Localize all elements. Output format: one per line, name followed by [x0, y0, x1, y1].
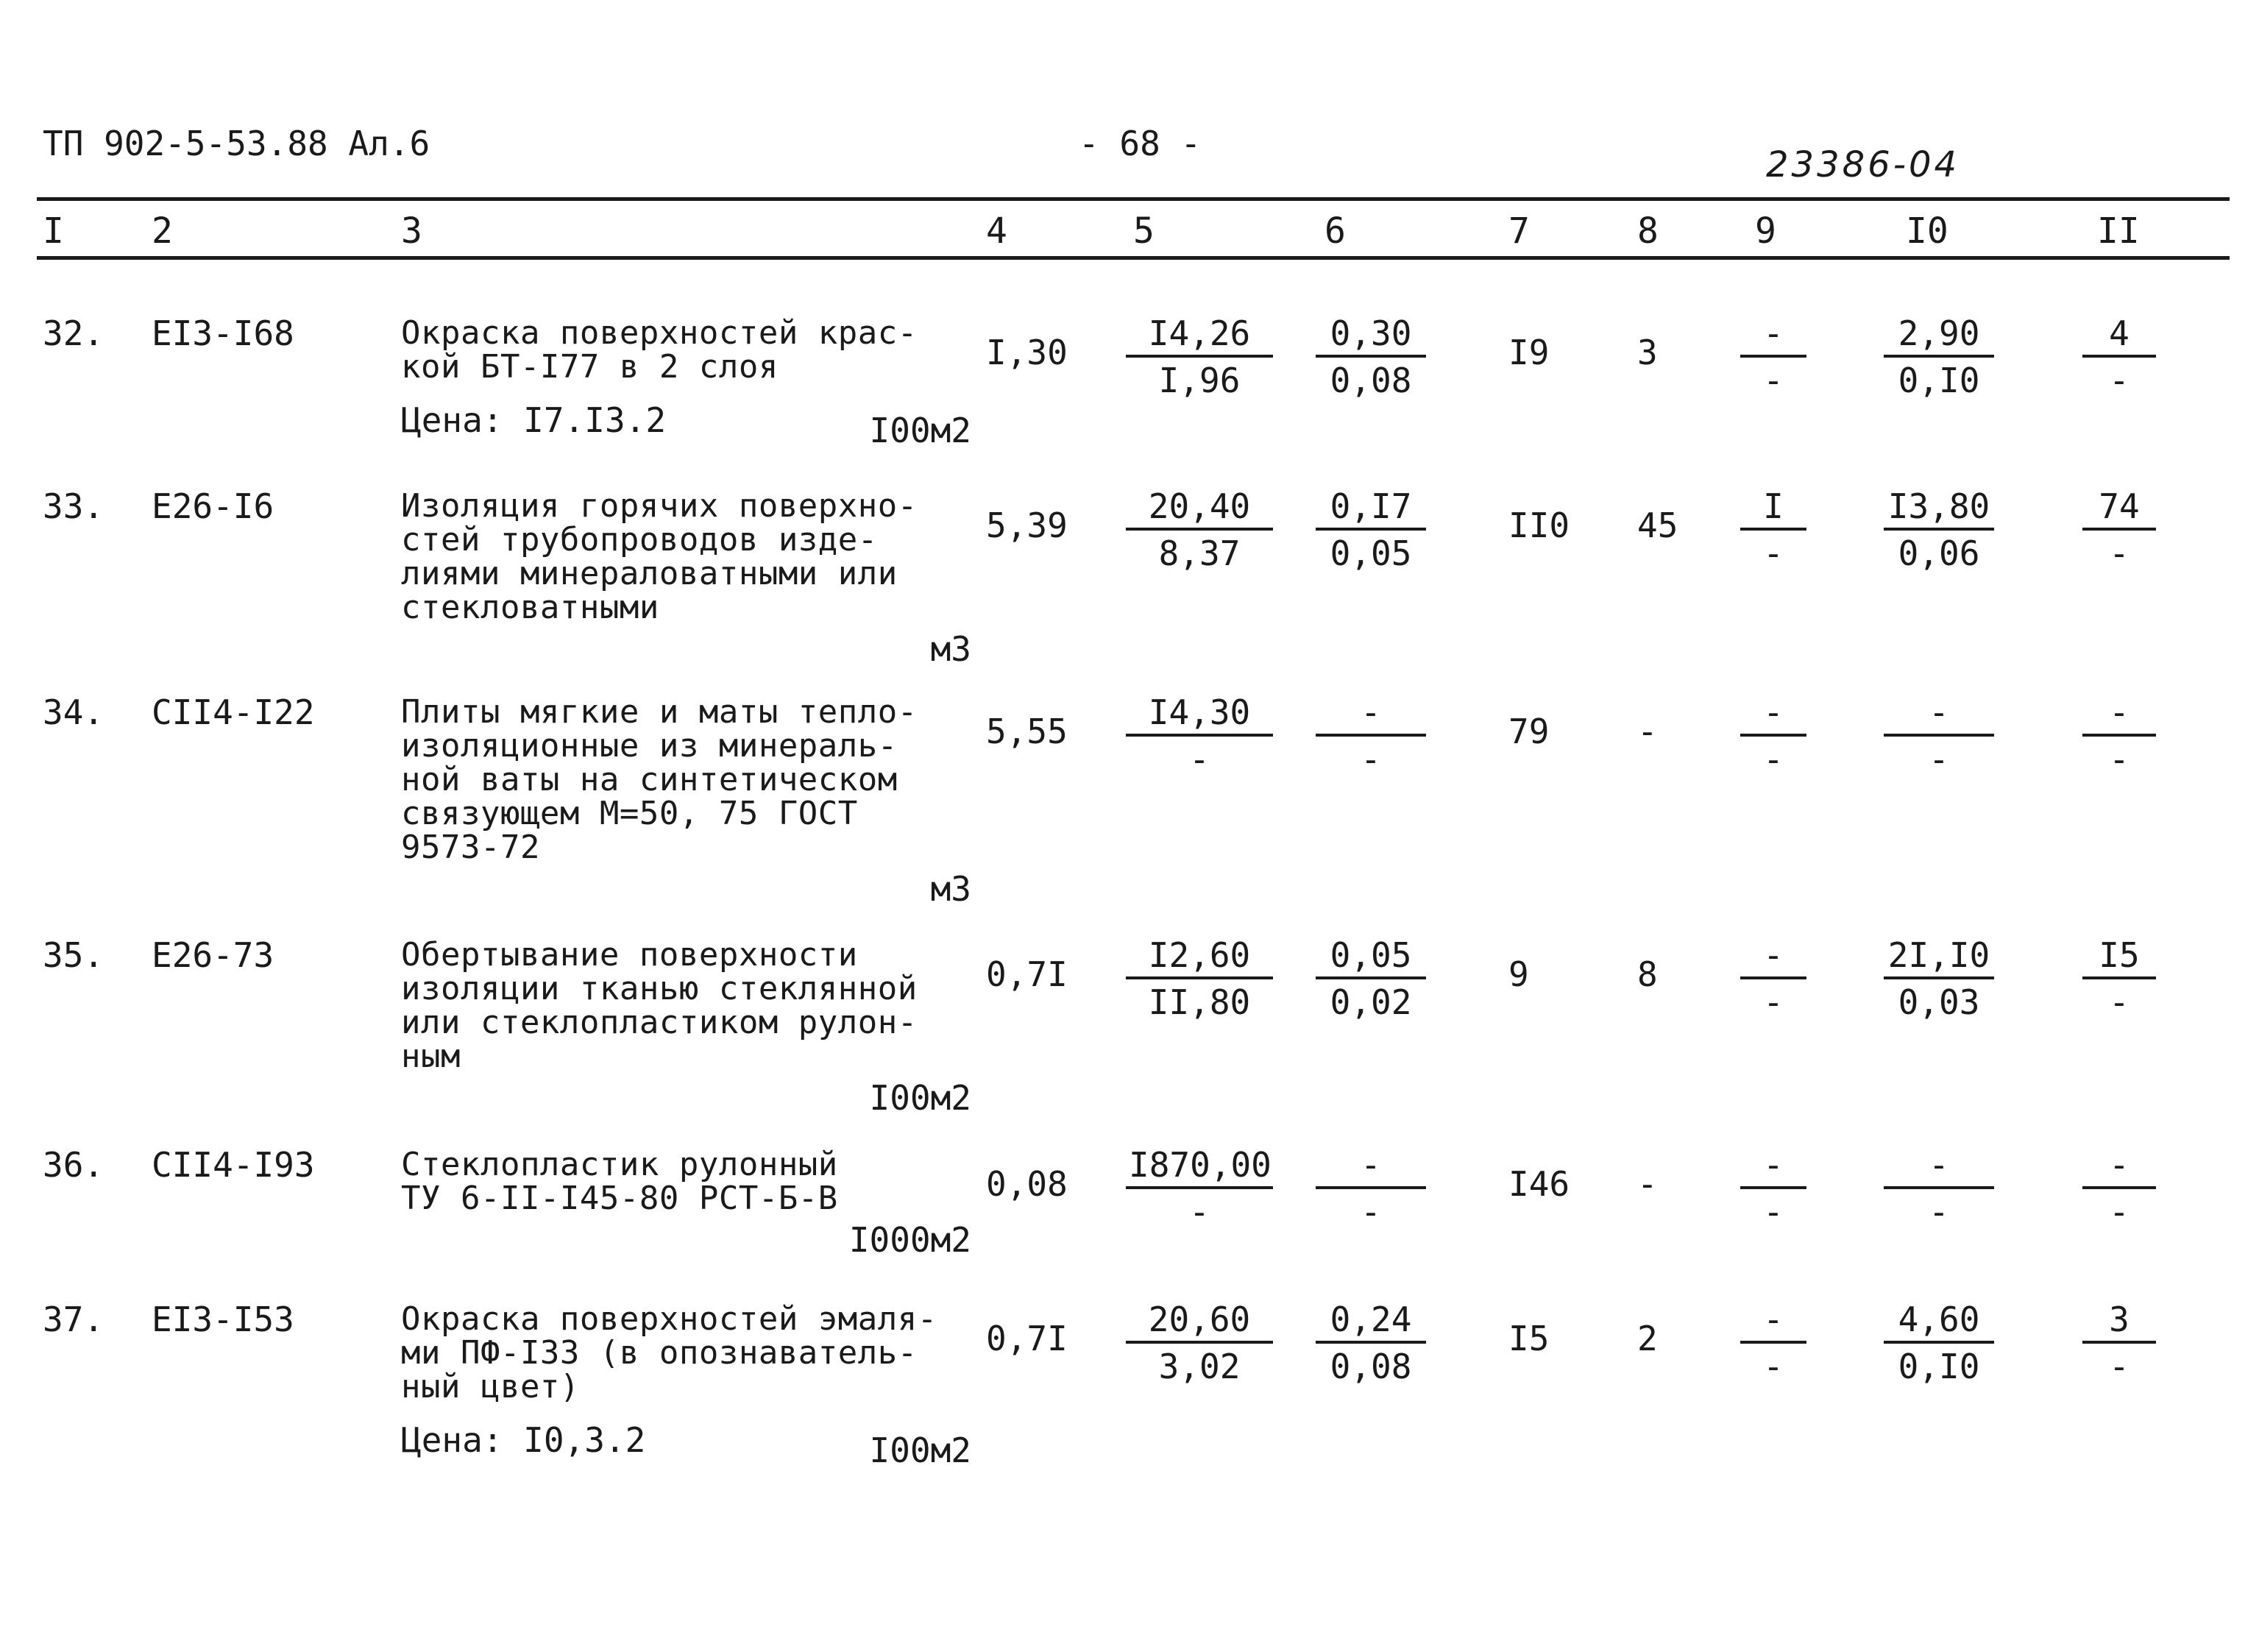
- unit-of-measure: м3: [930, 629, 971, 669]
- value-col10: [1884, 1300, 1994, 1386]
- value-col9: [1740, 486, 1806, 573]
- rate-code: CII4-I93: [152, 1145, 315, 1185]
- value-col11: [2082, 1300, 2156, 1386]
- quantity: 5,39: [986, 506, 1068, 545]
- cost-col6-top: 0,05: [1316, 938, 1426, 979]
- value-col9: [1740, 313, 1806, 400]
- work-description: Изоляция горячих поверхно- стей трубопроводов изде- лиями минераловатными или стекловатными: [401, 487, 918, 626]
- work-description: Плиты мягкие и маты тепло- изоляционные из минераль- ной ваты на синтетическом связующем М=50, 75 ГОСТ 9573-72: [401, 693, 918, 866]
- value-col10: [1884, 692, 1994, 779]
- unit-cost-col5-bottom: I,96: [1158, 361, 1241, 400]
- cost-col6-top: -: [1316, 1148, 1426, 1189]
- value-col11: [2082, 1145, 2156, 1232]
- value-col10-top: 2I,I0: [1884, 938, 1994, 979]
- cost-col6: [1316, 486, 1426, 573]
- value-col9: [1740, 935, 1806, 1022]
- unit-of-measure: I000м2: [848, 1220, 971, 1260]
- rate-code: CII4-I22: [152, 692, 315, 732]
- value-col7: 9: [1508, 954, 1529, 994]
- rate-code: EI3-I68: [152, 313, 294, 353]
- value-col9-top: -: [1740, 1302, 1806, 1344]
- cost-col6-bottom: 0,08: [1330, 1347, 1412, 1386]
- value-col11-bottom: -: [2109, 361, 2129, 400]
- value-col11-bottom: -: [2109, 1347, 2129, 1386]
- value-col7: 79: [1508, 712, 1550, 751]
- cost-col6: [1316, 1145, 1426, 1232]
- unit-cost-col5-bottom: -: [1189, 1192, 1210, 1232]
- cost-col6: [1316, 692, 1426, 779]
- work-description: Окраска поверхностей эмаля- ми ПФ-I33 (в опознаватель- ный цвет): [401, 1300, 937, 1405]
- cost-col6-top: 0,24: [1316, 1302, 1426, 1344]
- value-col11: [2082, 313, 2156, 400]
- value-col11: [2082, 692, 2156, 779]
- unit-cost-col5: [1126, 1145, 1273, 1232]
- value-col8: 45: [1637, 506, 1678, 545]
- column-number-11: II: [2097, 210, 2140, 252]
- value-col7: I5: [1508, 1319, 1550, 1358]
- value-col9-top: -: [1740, 938, 1806, 979]
- cost-col6: [1316, 1300, 1426, 1386]
- value-col11: [2082, 935, 2156, 1022]
- unit-cost-col5-top: I870,00: [1126, 1148, 1273, 1189]
- row-number: 35.: [43, 935, 104, 975]
- column-number-9: 9: [1755, 210, 1776, 252]
- value-col10-bottom: 0,03: [1898, 982, 1980, 1022]
- unit-cost-col5: [1126, 692, 1273, 779]
- row-number: 37.: [43, 1300, 104, 1339]
- unit-cost-col5: [1126, 313, 1273, 400]
- value-col10: [1884, 935, 1994, 1022]
- value-col10: [1884, 486, 1994, 573]
- value-col11-bottom: -: [2109, 1192, 2129, 1232]
- page-number: - 68 -: [1079, 124, 1202, 163]
- column-number-7: 7: [1508, 210, 1530, 252]
- price-reference: Цена: I7.I3.2: [401, 400, 667, 440]
- unit-cost-col5: [1126, 935, 1273, 1022]
- value-col9-bottom: -: [1763, 361, 1784, 400]
- value-col9-top: I: [1740, 489, 1806, 531]
- value-col11-bottom: -: [2109, 982, 2129, 1022]
- value-col8: 3: [1637, 333, 1658, 372]
- value-col11-bottom: -: [2109, 740, 2129, 779]
- value-col9-bottom: -: [1763, 1192, 1784, 1232]
- work-description: Стеклопластик рулонный ТУ 6-II-I45-80 РСТ-Б-В: [401, 1146, 838, 1217]
- value-col9: [1740, 692, 1806, 779]
- value-col11-top: -: [2082, 1148, 2156, 1189]
- cost-col6: [1316, 935, 1426, 1022]
- quantity: 5,55: [986, 712, 1068, 751]
- column-number-10: I0: [1906, 210, 1948, 252]
- column-number-6: 6: [1324, 210, 1346, 252]
- cost-col6-bottom: 0,08: [1330, 361, 1412, 400]
- rate-code: EI3-I53: [152, 1300, 294, 1339]
- unit-cost-col5: [1126, 1300, 1273, 1386]
- work-description: Окраска поверхностей крас- кой БТ-I77 в 2 слоя: [401, 314, 918, 386]
- cost-col6: [1316, 313, 1426, 400]
- rate-code: E26-73: [152, 935, 274, 975]
- quantity: 0,08: [986, 1164, 1068, 1204]
- value-col10-bottom: 0,I0: [1898, 1347, 1980, 1386]
- column-number-3: 3: [401, 210, 422, 252]
- value-col8: -: [1637, 712, 1658, 751]
- row-number: 33.: [43, 486, 104, 526]
- unit-cost-col5-top: I2,60: [1126, 938, 1273, 979]
- cost-col6-bottom: 0,05: [1330, 533, 1412, 573]
- value-col9-top: -: [1740, 695, 1806, 737]
- value-col10-bottom: -: [1929, 740, 1949, 779]
- value-col9-bottom: -: [1763, 740, 1784, 779]
- cost-col6-top: -: [1316, 695, 1426, 737]
- unit-of-measure: м3: [930, 869, 971, 909]
- cost-col6-bottom: -: [1361, 1192, 1381, 1232]
- unit-cost-col5-bottom: -: [1189, 740, 1210, 779]
- quantity: I,30: [986, 333, 1068, 372]
- value-col10-bottom: 0,I0: [1898, 361, 1980, 400]
- column-number-8: 8: [1637, 210, 1659, 252]
- value-col7: II0: [1508, 506, 1570, 545]
- unit-cost-col5-top: 20,60: [1126, 1302, 1273, 1344]
- header-bottom-rule: [37, 256, 2230, 260]
- unit-of-measure: I00м2: [869, 1078, 971, 1118]
- header-top-rule: [37, 197, 2230, 201]
- value-col10-top: 2,90: [1884, 316, 1994, 358]
- column-number-4: 4: [986, 210, 1007, 252]
- value-col10: [1884, 313, 1994, 400]
- unit-cost-col5-top: 20,40: [1126, 489, 1273, 531]
- value-col11-top: 74: [2082, 489, 2156, 531]
- handwritten-stamp: 23386-04: [1766, 144, 1960, 185]
- value-col7: I9: [1508, 333, 1550, 372]
- cost-col6-top: 0,30: [1316, 316, 1426, 358]
- value-col10-bottom: 0,06: [1898, 533, 1980, 573]
- row-number: 32.: [43, 313, 104, 353]
- value-col9: [1740, 1300, 1806, 1386]
- value-col11-top: I5: [2082, 938, 2156, 979]
- unit-of-measure: I00м2: [869, 1431, 971, 1470]
- row-number: 34.: [43, 692, 104, 732]
- value-col10-bottom: -: [1929, 1192, 1949, 1232]
- unit-cost-col5-bottom: II,80: [1148, 982, 1251, 1022]
- unit-cost-col5-bottom: 8,37: [1158, 533, 1241, 573]
- work-description: Обертывание поверхности изоляции тканью стеклянной или стеклопластиком рулон- ным: [401, 936, 918, 1075]
- cost-col6-bottom: 0,02: [1330, 982, 1412, 1022]
- value-col9-bottom: -: [1763, 1347, 1784, 1386]
- column-number-2: 2: [152, 210, 173, 252]
- quantity: 0,7I: [986, 1319, 1068, 1358]
- value-col11-top: -: [2082, 695, 2156, 737]
- unit-cost-col5-bottom: 3,02: [1158, 1347, 1241, 1386]
- value-col11: [2082, 486, 2156, 573]
- unit-cost-col5-top: I4,30: [1126, 695, 1273, 737]
- value-col10-top: 4,60: [1884, 1302, 1994, 1344]
- value-col10-top: -: [1884, 1148, 1994, 1189]
- cost-col6-bottom: -: [1361, 740, 1381, 779]
- quantity: 0,7I: [986, 954, 1068, 994]
- column-number-5: 5: [1133, 210, 1155, 252]
- value-col8: 8: [1637, 954, 1658, 994]
- row-number: 36.: [43, 1145, 104, 1185]
- value-col9-bottom: -: [1763, 533, 1784, 573]
- cost-col6-top: 0,I7: [1316, 489, 1426, 531]
- value-col10-top: -: [1884, 695, 1994, 737]
- value-col7: I46: [1508, 1164, 1570, 1204]
- unit-of-measure: I00м2: [869, 411, 971, 450]
- unit-cost-col5: [1126, 486, 1273, 573]
- document-code: ТП 902-5-53.88 Ал.6: [43, 124, 430, 163]
- value-col8: 2: [1637, 1319, 1658, 1358]
- value-col9-top: -: [1740, 1148, 1806, 1189]
- rate-code: E26-I6: [152, 486, 274, 526]
- unit-cost-col5-top: I4,26: [1126, 316, 1273, 358]
- value-col11-bottom: -: [2109, 533, 2129, 573]
- value-col10-top: I3,80: [1884, 489, 1994, 531]
- value-col11-top: 3: [2082, 1302, 2156, 1344]
- value-col8: -: [1637, 1164, 1658, 1204]
- value-col9-top: -: [1740, 316, 1806, 358]
- value-col10: [1884, 1145, 1994, 1232]
- value-col11-top: 4: [2082, 316, 2156, 358]
- column-number-1: I: [43, 210, 64, 252]
- value-col9-bottom: -: [1763, 982, 1784, 1022]
- price-reference: Цена: I0,3.2: [401, 1420, 646, 1460]
- value-col9: [1740, 1145, 1806, 1232]
